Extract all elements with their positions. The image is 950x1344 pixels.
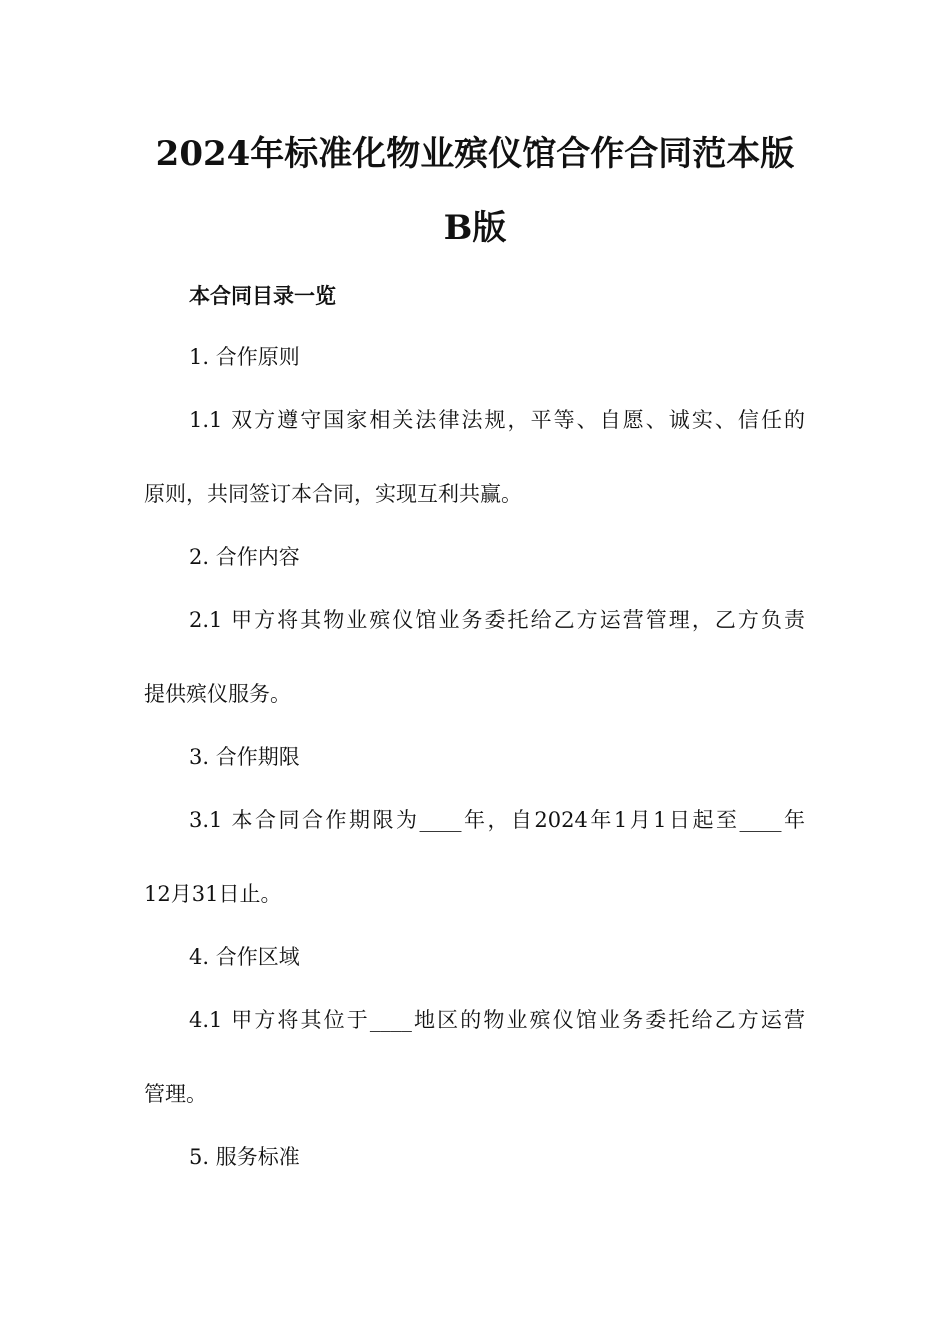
document-title-line-2: B版: [443, 208, 507, 248]
section-heading-3: 3. 合作期限: [189, 745, 300, 769]
clause-3-1-line-2: 12月31日止。: [144, 882, 282, 906]
clause-4-1-line-2: 管理。: [144, 1082, 207, 1106]
clause-3-1-line-1: 3.1 本合同合作期限为____年，自2024年1月1日起至____年: [189, 808, 805, 832]
clause-2-1-line-1: 2.1 甲方将其物业殡仪馆业务委托给乙方运营管理，乙方负责: [189, 608, 805, 632]
clause-4-1-line-1: 4.1 甲方将其位于____地区的物业殡仪馆业务委托给乙方运营: [189, 1008, 805, 1032]
document-title-line-1: 2024年标准化物业殡仪馆合作合同范本版: [155, 134, 795, 174]
toc-heading: 本合同目录一览: [189, 283, 336, 308]
section-heading-4: 4. 合作区域: [189, 945, 300, 969]
clause-1-1-line-2: 原则，共同签订本合同，实现互利共赢。: [144, 482, 522, 506]
section-heading-1: 1. 合作原则: [189, 345, 300, 369]
clause-1-1-line-1: 1.1 双方遵守国家相关法律法规，平等、自愿、诚实、信任的: [189, 408, 805, 432]
section-heading-5: 5. 服务标准: [189, 1145, 300, 1169]
section-heading-2: 2. 合作内容: [189, 545, 300, 569]
clause-2-1-line-2: 提供殡仪服务。: [144, 682, 291, 706]
